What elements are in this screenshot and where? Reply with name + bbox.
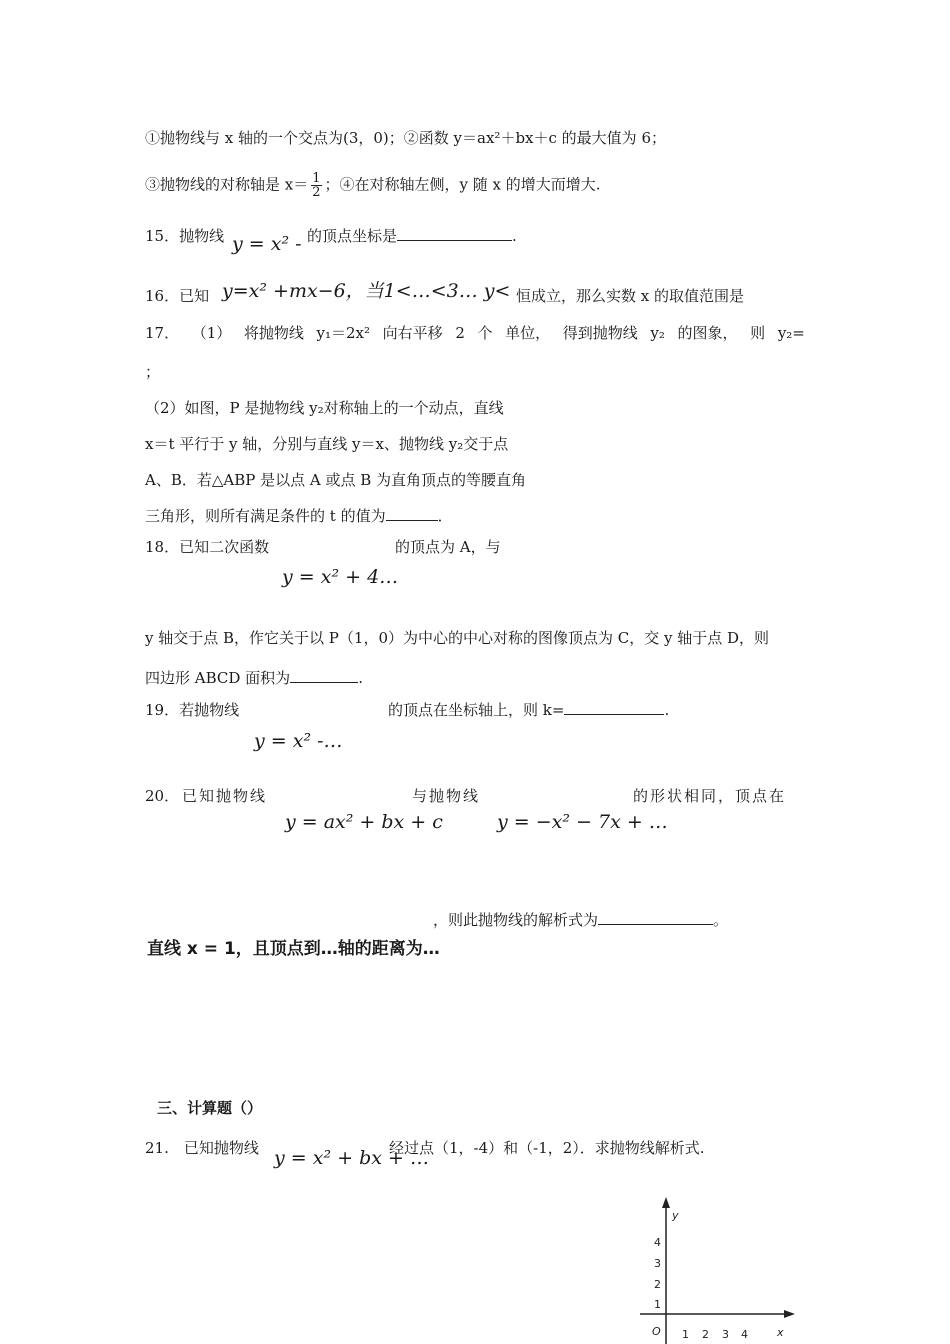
q17-part2-l2: x＝t 平行于 y 轴，分别与直线 y＝x、抛物线 y₂交于点	[145, 435, 509, 453]
q15-line	[145, 226, 224, 246]
q17-part1-token: 的图象，	[677, 324, 738, 342]
q14-line-1-text: ①抛物线与 x 轴的一个交点为(3，0)；②函数 y＝ax²＋bx＋c 的最大值为 6；	[145, 129, 666, 147]
q20-num: 20．	[145, 787, 180, 805]
q20-formula-2-text: y = −x² − 7x + …	[497, 811, 668, 833]
q20-formula-1-text: y = ax² + bx + c	[285, 811, 443, 833]
q20-part-b: 与抛物线	[412, 787, 481, 805]
q17-part1-token: y₂	[650, 324, 665, 342]
q17-part2-l3: A、B．若△ABP 是以点 A 或点 B 为直角顶点的等腰直角	[145, 471, 527, 489]
x-tick-1: 1	[682, 1328, 689, 1341]
q20-line2-text: ，则此抛物线的解析式为	[433, 911, 599, 929]
coordinate-axes-figure	[640, 1195, 800, 1344]
fraction-numerator: 1	[312, 171, 321, 186]
x-axis-arrow-icon	[784, 1310, 795, 1318]
q17-part2-line2	[145, 434, 508, 454]
q16-label-text: 16．已知	[145, 287, 210, 305]
q17-answer-blank[interactable]	[386, 506, 438, 521]
q17-part2-line4	[145, 506, 453, 526]
section-3-heading	[157, 1098, 262, 1118]
fraction-one-half	[311, 172, 321, 199]
q19-text-span: 的顶点在坐标轴上，则 k=	[388, 701, 565, 719]
q19-answer-blank[interactable]	[564, 700, 664, 715]
q18-text-span: 的顶点为 A，与	[395, 538, 501, 556]
origin-label: O	[652, 1325, 661, 1338]
q17-part1-end	[145, 362, 160, 382]
q18-line3	[145, 668, 363, 688]
q17-part1-token: 向右平移	[382, 324, 443, 342]
fraction-denominator: 2	[312, 185, 321, 200]
q20-formula-3	[147, 939, 440, 959]
q19-label	[145, 700, 239, 720]
y-tick-4: 4	[654, 1236, 661, 1249]
q17-part1-token: 则	[750, 324, 766, 342]
q17-part1-token: y₁＝2x²	[316, 324, 371, 342]
q17-part2-l1: （2）如图，P 是抛物线 y₂对称轴上的一个动点，直线	[145, 399, 504, 417]
q18-line2-text: y 轴交于点 B，作它关于以 P（1，0）为中心的中心对称的图像顶点为 C，交 y 轴于点 D，则	[145, 629, 770, 647]
x-tick-3: 3	[722, 1328, 729, 1341]
y-tick-1: 1	[654, 1298, 661, 1311]
q18-line2	[145, 628, 769, 648]
q15-label: 15．抛物线	[145, 227, 225, 245]
q15-formula	[232, 234, 302, 254]
q20-answer-blank[interactable]	[598, 910, 713, 925]
q20-formula-2	[497, 812, 668, 832]
q17-part2-end: ．	[437, 507, 453, 525]
q20-line2	[433, 910, 728, 930]
q21-text-span: 经过点（1，-4）和（-1，2）．求抛物线解析式.	[389, 1139, 705, 1157]
q15-answer-blank[interactable]	[397, 226, 512, 241]
q21-label-text: 21. 已知抛物线	[145, 1139, 259, 1157]
q20-part-c: 的形状相同，顶点在	[633, 787, 787, 805]
q20-formula-3-text: 直线 x = 1，且顶点到…轴的距离为…	[147, 939, 440, 959]
q20-part-a: 已知抛物线	[182, 787, 268, 805]
q16-label	[145, 286, 209, 306]
q21-formula-text: y = x² + bx + …	[274, 1147, 429, 1169]
q21-label	[145, 1138, 259, 1158]
section-3-title: 三、计算题（）	[157, 1099, 263, 1117]
q18-line3-text: 四边形 ABCD 面积为	[145, 669, 291, 687]
q14-line-2-a: ③抛物线的对称轴是 x＝	[145, 175, 309, 194]
q17-part1-token: y₂=	[777, 324, 805, 342]
q16-rest	[516, 286, 744, 306]
q16-formula	[222, 281, 510, 301]
q17-part1-token: 将抛物线	[243, 324, 304, 342]
q18-formula	[282, 567, 398, 587]
y-axis-label: y	[672, 1209, 679, 1222]
q18-label	[145, 537, 269, 557]
y-tick-3: 3	[654, 1257, 661, 1270]
q18-text	[395, 537, 501, 557]
q17-part2-line3	[145, 470, 526, 490]
q15-rest	[307, 226, 517, 246]
x-tick-4: 4	[741, 1328, 748, 1341]
q20-end: 。	[713, 911, 729, 929]
q19-label-text: 19．若抛物线	[145, 701, 240, 719]
q15-end: .	[512, 227, 517, 245]
q19-formula-text: y = x² -…	[254, 730, 343, 752]
q17-part2-l4: 三角形，则所有满足条件的 t 的值为	[145, 507, 386, 525]
y-tick-2: 2	[654, 1278, 661, 1291]
q21-text	[389, 1138, 705, 1158]
q17-part1-token: 个	[477, 324, 493, 342]
q17-part1-end-text: ；	[145, 363, 161, 381]
q17-part1-token: 得到抛物线	[562, 324, 638, 342]
q18-answer-blank[interactable]	[290, 668, 358, 683]
q16-text: 恒成立，那么实数 x 的取值范围是	[516, 287, 744, 305]
q19-end: .	[664, 701, 670, 719]
q19-formula	[254, 731, 343, 751]
q18-end: .	[358, 669, 363, 687]
q14-line-1	[145, 128, 666, 148]
q17-part1-token: 2	[455, 324, 465, 342]
q16-formula-text: y=x² +mx−6，当1<…<3… y<	[222, 280, 511, 302]
q19-text	[388, 700, 669, 720]
q20-formula-1	[285, 812, 443, 832]
y-axis-arrow-icon	[662, 1197, 670, 1208]
x-tick-2: 2	[702, 1328, 709, 1341]
q15-formula-text: y = x² -	[232, 233, 302, 255]
q17-part1-token: 单位，	[505, 324, 551, 342]
q18-formula-text: y = x² + 4…	[282, 566, 399, 588]
q17-part1	[145, 323, 805, 343]
q17-part1-token: （1）	[191, 324, 232, 342]
q17-part1-token: 17．	[145, 324, 180, 342]
q14-line-2	[145, 172, 601, 199]
q15-text: 的顶点坐标是	[307, 227, 398, 245]
q18-label-text: 18．已知二次函数	[145, 538, 270, 556]
q14-line-2-b: ；④在对称轴左侧，y 随 x 的增大而增大.	[324, 175, 601, 194]
x-axis-label: x	[777, 1326, 784, 1339]
q17-part2-line1	[145, 398, 504, 418]
